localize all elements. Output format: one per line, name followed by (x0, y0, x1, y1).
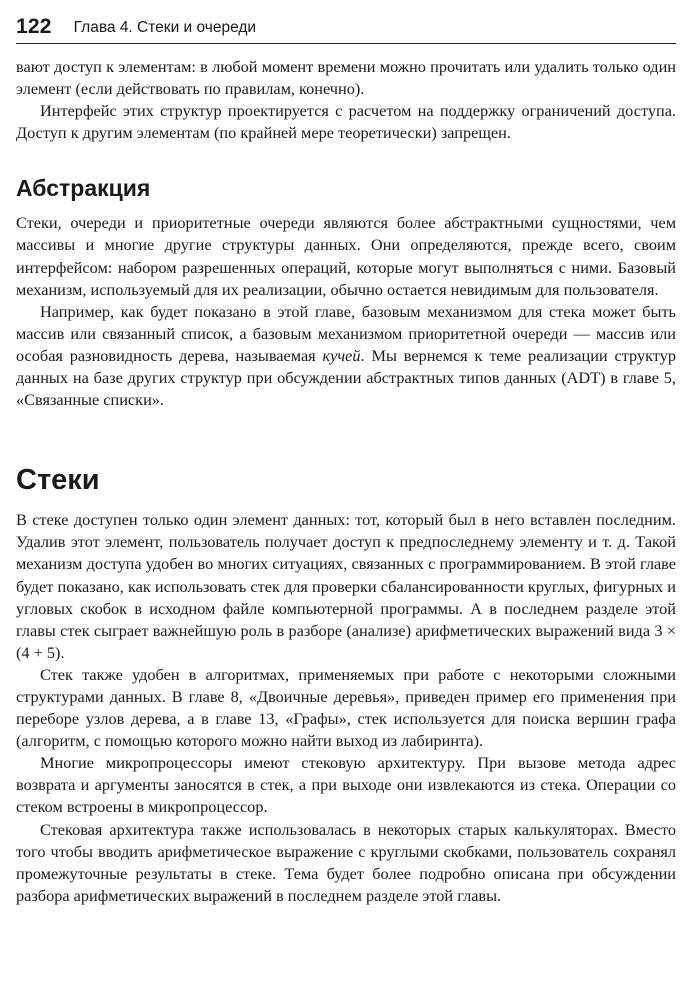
chapter-title: Глава 4. Стеки и очереди (73, 19, 257, 36)
abstraction-paragraph-1: Стеки, очереди и приоритетные очереди являются более абстрактными сущностями, чем массивы и многие другие структуры данных. Они определяются, прежде всего, своим интерфейсом: набором разрешенных операций, которые могут выполняться с ними. Базовый механизм, используемый для их реализации, обычно остается невидимым для пользователя. (16, 213, 676, 299)
page-content (16, 56, 676, 907)
stacks-paragraph-4: Стековая архитектура также использовалась в некоторых старых калькуляторах. Вместо того чтобы вводить арифметическое выражение с круглыми скобками, пользователь сохранял промежуточные результаты в стеке. Тема будет более подробно описана при обсуждении разбора арифметических выражений в последнем разделе этой главы. (16, 819, 676, 905)
intro-paragraph-1: вают доступ к элементам: в любой момент времени можно прочитать или удалить только один элемент (если действовать по правилам, конечно). (16, 57, 676, 99)
page-number: 122 (16, 15, 52, 38)
heading-stacks: Стеки (16, 464, 100, 497)
abstraction-paragraph-2-end: . Мы вернемся к теме реализации структур данных на базе других структур при обсуждении абстрактных типов данных (ADT) в главе 5, «Связанные списки». (16, 345, 676, 410)
abstraction-paragraph-2 (16, 301, 676, 411)
heading-abstraction: Абстракция (16, 175, 151, 202)
stacks-paragraph-3: Многие микропроцессоры имеют стековую архитектуру. При вызове метода адрес возврата и аргументы заносятся в стек, а при выходе они извлекаются из стека. Операции со стеком встроены в микропроцессор. (16, 753, 676, 817)
stacks-paragraph-2: Стек также удобен в алгоритмах, применяемых при работе с некоторыми сложными структурами данных. В главе 8, «Двоичные деревья», приведен пример его применения при переборе узлов дерева, а в главе 13, «Графы», стек используется для поиска вершин графа (алгоритм, с помощью которого можно найти выход из лабиринта). (16, 664, 676, 751)
stacks-paragraph-1: В стеке доступен только один элемент данных: тот, который был в него вставлен последним. Удалив этот элемент, пользователь получает доступ к предпоследнему элементу и т. д. Такой механизм доступа удобен во многих ситуациях, связанных с программированием. В этой главе будет показано, как использовать стек для проверки сбалансированности круглых, фигурных и угловых скобок в исходном файле компьютерной программы. А в последнем разделе этой главы стек сыграет важнейшую роль в разборе (анализе) арифметических выражений вида 3 × (4 + 5). (16, 510, 676, 662)
intro-paragraph-2: Интерфейс этих структур проектируется с расчетом на поддержку ограничений доступа. Доступ к другим элементам (по крайней мере теоретически) запрещен. (16, 101, 676, 143)
term-heap: кучей (322, 345, 361, 365)
running-head (16, 8, 676, 44)
abstraction-paragraph-2-start: Например, как будет показано в этой главе, базовым механизмом для стека может быть массив или связанный список, а базовым механизмом приоритетной очереди — массив или особая разновидность дерева, называемая (16, 301, 676, 365)
